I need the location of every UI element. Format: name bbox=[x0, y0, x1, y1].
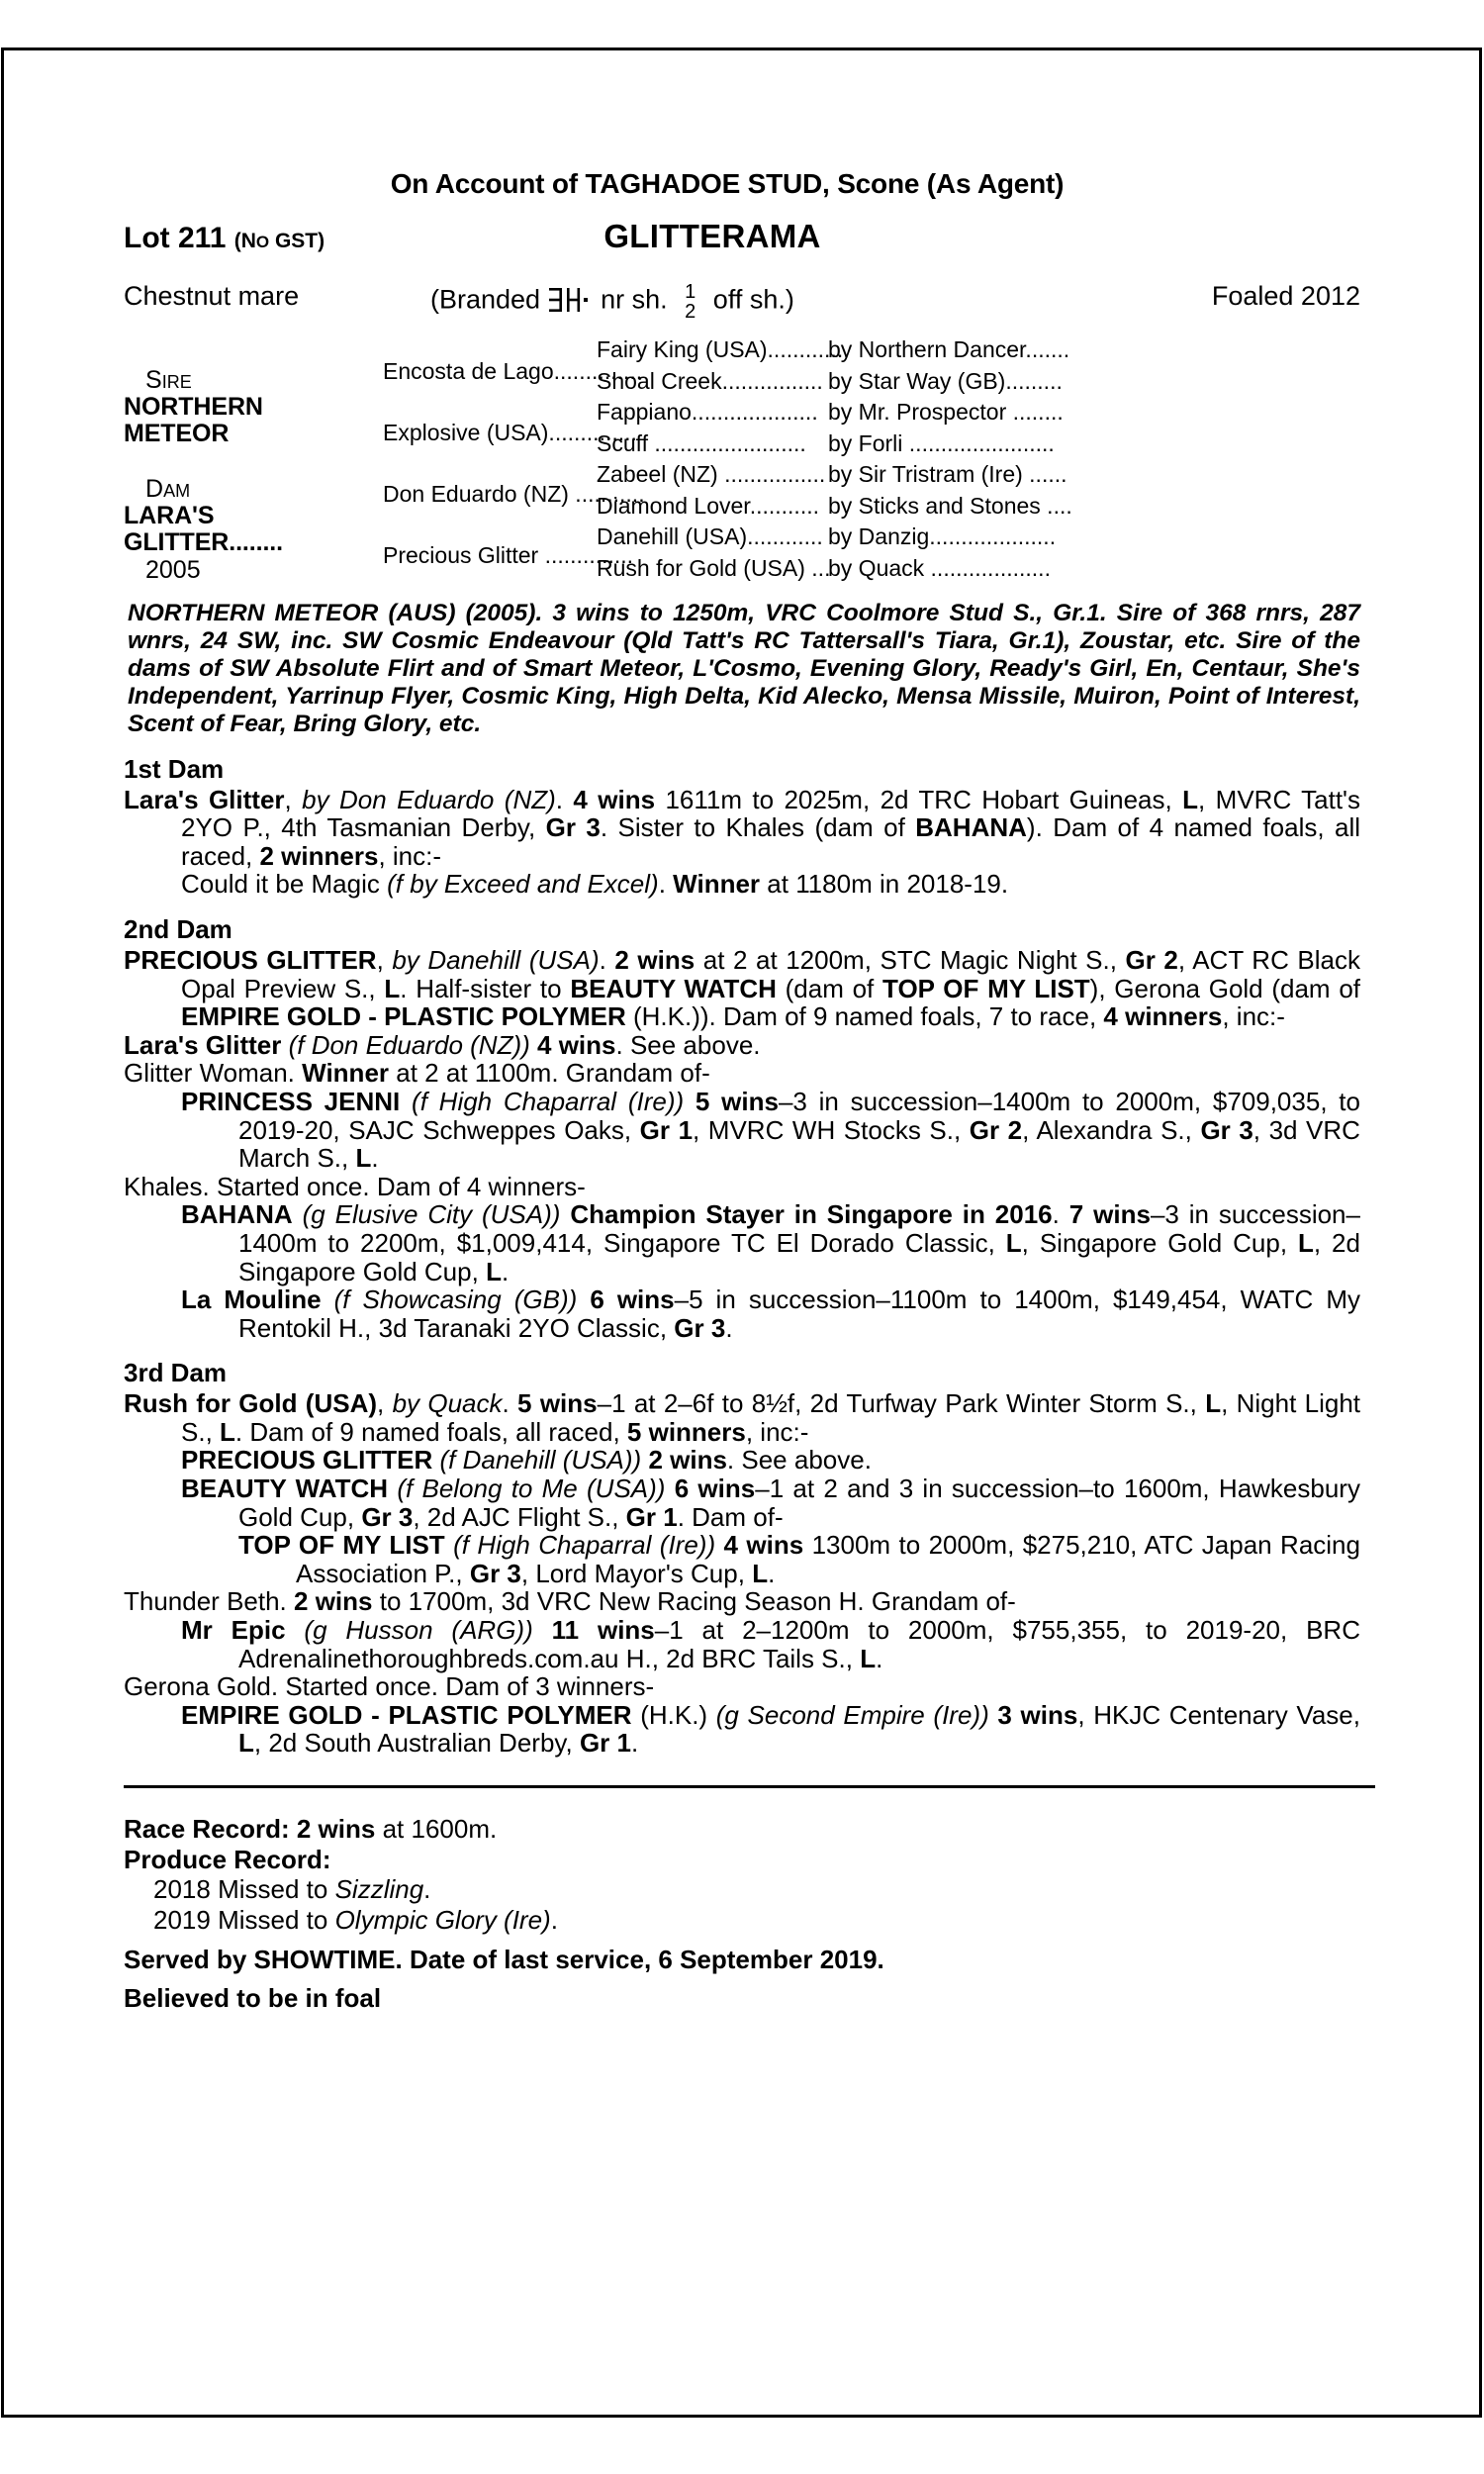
third-dam-entry: Rush for Gold (USA), by Quack. 5 wins–1 at 2–6f to 8½f, 2d Turfway Park Winter Storm S., L, Night Light S., L. Dam of 9 named foals, all raced, 5 winners, inc:- bbox=[124, 1388, 1361, 1447]
top-of-my-list-sire: (f High Chaparral (Ire)) bbox=[453, 1530, 716, 1561]
first-dam-entry: Lara's Glitter, by Don Eduardo (NZ). 4 wins 1611m to 2025m, 2d TRC Hobart Guineas, L, MVRC Tatt's 2YO P., 4th Tasmanian Derby, Gr 3. Sister to Khales (dam of BAHANA). Dam of 4 named foals, all raced, 2 winners, inc:- bbox=[124, 784, 1361, 871]
bahana-t3: , 2d Singapore Gold Cup, bbox=[238, 1227, 1360, 1286]
first-dam-text-e0: . Sister to Khales (dam of bbox=[600, 812, 905, 843]
second-dam-empire-gold: EMPIRE GOLD - PLASTIC POLYMER bbox=[181, 1001, 626, 1032]
thunder-beth-entry bbox=[124, 1587, 1360, 1616]
lot-row bbox=[124, 218, 1360, 265]
thunder-beth-name: Thunder Beth. bbox=[124, 1586, 287, 1617]
bahana-t1: –3 in succession–1400m to 2200m, $1,009,414, Singapore TC El Dorado Classic, bbox=[238, 1199, 1360, 1258]
produce-year: 2019 bbox=[153, 1905, 211, 1936]
thunder-beth-t1: to 1700m, 3d VRC New Racing Season H. Grandam of- bbox=[379, 1586, 1016, 1617]
first-dam-bahana: BAHANA bbox=[915, 812, 1027, 843]
brand-description bbox=[430, 281, 794, 322]
bahana-wins: 7 wins bbox=[1068, 1199, 1151, 1230]
first-dam-heading: 1st Dam bbox=[124, 753, 225, 784]
bahana-sire: (g Elusive City (USA)) bbox=[302, 1199, 561, 1230]
mr-epic-t1: –1 at 2–1200m to 2000m, $755,355, to 2019-20, BRC Adrenalinethoroughbreds.com.au H., 2d BRC Tails S., bbox=[238, 1615, 1360, 1673]
second-dam-4-winners: 4 winners bbox=[1103, 1001, 1223, 1032]
first-dam-text-e: ). Dam of 4 named foals, all raced, bbox=[181, 812, 1361, 871]
gst-note: (NO GST) bbox=[233, 230, 325, 252]
pedigree-table bbox=[124, 338, 1360, 586]
first-dam-winners: 2 winners bbox=[259, 840, 379, 871]
ggp-1: Fairy King (USA)............. bbox=[597, 336, 850, 362]
second-dam-wins: 2 wins bbox=[614, 944, 696, 975]
beauty-watch-name: BEAUTY WATCH bbox=[181, 1474, 389, 1504]
beauty-watch-t1: –1 at 2 and 3 in succession–to 1600m, Hawkesbury Gold Cup, bbox=[238, 1474, 1360, 1532]
sire-sire: Encosta de Lago.............. bbox=[383, 358, 643, 384]
third-dam-5-winners: 5 winners bbox=[626, 1416, 746, 1447]
empire-gold-gr1: Gr 1 bbox=[579, 1728, 631, 1759]
beauty-watch-wins: 6 wins bbox=[674, 1474, 756, 1504]
bahana-t0: . bbox=[1052, 1199, 1060, 1230]
branded-prefix: (Branded bbox=[430, 284, 541, 315]
princess-jenni-t3: , Alexandra S., bbox=[1022, 1114, 1192, 1145]
bahana-name: BAHANA bbox=[181, 1199, 293, 1230]
produce-tail: . bbox=[423, 1874, 431, 1905]
second-dam-child-laras-glitter bbox=[124, 1031, 1360, 1060]
bahana-t2: , Singapore Gold Cup, bbox=[1021, 1227, 1288, 1258]
first-dam-grade-1: L bbox=[1182, 784, 1199, 814]
foal-sire: (f by Exceed and Excel) bbox=[387, 869, 659, 900]
beauty-watch-t2: , 2d AJC Flight S., bbox=[413, 1501, 619, 1532]
colour-and-sex: Chestnut mare bbox=[124, 281, 300, 311]
first-dam-text-f: , inc:- bbox=[378, 840, 442, 871]
mr-epic-name: Mr Epic bbox=[181, 1615, 286, 1646]
second-dam-beauty-watch: BEAUTY WATCH bbox=[570, 973, 777, 1003]
glitter-woman-name: Glitter Woman. bbox=[124, 1058, 295, 1089]
second-dam-name: PRECIOUS GLITTER bbox=[124, 944, 377, 975]
beauty-watch-gr3: Gr 3 bbox=[361, 1501, 414, 1532]
second-dam-t6: (H.K.)). Dam of 9 named foals, 7 to race, bbox=[632, 1001, 1097, 1032]
third-dam-t2: , Night Light S., bbox=[181, 1388, 1361, 1447]
top-of-my-list-t1: 1300m to 2000m, $275,210, ATC Japan Racing Association P., bbox=[296, 1530, 1360, 1588]
princess-jenni-gr1: Gr 1 bbox=[639, 1114, 694, 1145]
mr-epic-sire: (g Husson (ARG)) bbox=[304, 1615, 533, 1646]
third-dam-heading: 3rd Dam bbox=[124, 1358, 228, 1388]
third-dam-t1: –1 at 2–6f to 8½f, 2d Turfway Park Winter Storm S., bbox=[597, 1388, 1197, 1419]
child-name: Lara's Glitter bbox=[124, 1029, 282, 1060]
gerona-gold-entry: Gerona Gold. Started once. Dam of 3 winners- bbox=[124, 1671, 655, 1702]
branded-off-shoulder: off sh.) bbox=[712, 284, 794, 315]
foal-text: at 1180m in 2018-19. bbox=[767, 869, 1009, 900]
produce-record-row bbox=[124, 1905, 1360, 1936]
beauty-watch-gr1: Gr 1 bbox=[625, 1501, 678, 1532]
produce-stallion: Olympic Glory (Ire) bbox=[334, 1905, 551, 1936]
top-of-my-list-wins: 4 wins bbox=[723, 1530, 804, 1561]
ggp-5: Zabeel (NZ) ................ bbox=[597, 461, 826, 487]
ggp-2: Shoal Creek................ bbox=[597, 368, 823, 394]
first-dam-text-c: , MVRC Tatt's 2YO P., 4th Tasmanian Derby, bbox=[181, 784, 1361, 843]
second-dam-t5: ), Gerona Gold (dam of bbox=[1089, 973, 1360, 1003]
second-dam-t4: (dam of bbox=[785, 973, 875, 1003]
produce-text: Missed to bbox=[218, 1874, 328, 1905]
khales-entry: Khales. Started once. Dam of 4 winners- bbox=[124, 1171, 586, 1201]
mr-epic-entry bbox=[124, 1616, 1360, 1672]
princess-jenni-entry bbox=[124, 1088, 1360, 1173]
ggp-7-sire: by Danzig.................... bbox=[828, 523, 1057, 549]
brand-fraction bbox=[685, 282, 696, 323]
ggp-1-sire: by Northern Dancer....... bbox=[828, 336, 1070, 362]
la-mouline-t1: –5 in succession–1100m to 1400m, $149,454, WATC My Rentokil H., 3d Taranaki 2YO Classic, bbox=[238, 1285, 1360, 1343]
produce-stallion: Sizzling bbox=[334, 1874, 424, 1905]
second-dam-child-glitter-woman bbox=[124, 1059, 1360, 1088]
child-wins: 4 wins bbox=[537, 1029, 616, 1060]
sire-role-label: SIRE bbox=[145, 366, 192, 394]
beauty-watch-sire: (f Belong to Me (USA)) bbox=[397, 1474, 666, 1504]
ggp-4: Scuff ........................ bbox=[597, 430, 806, 456]
top-of-my-list-t2: , Lord Mayor's Cup, bbox=[520, 1558, 745, 1588]
precious-glitter-ref-entry bbox=[124, 1446, 1360, 1475]
ggp-2-sire: by Star Way (GB)......... bbox=[828, 368, 1063, 394]
foal-winner: Winner bbox=[673, 869, 761, 900]
ggp-8: Rush for Gold (USA) ... bbox=[597, 555, 831, 581]
page-title: GLITTERAMA bbox=[603, 218, 821, 254]
first-dam-wins: 4 wins bbox=[573, 784, 656, 814]
princess-jenni-sire: (f High Chaparral (Ire)) bbox=[412, 1086, 685, 1116]
beauty-watch-entry bbox=[124, 1475, 1360, 1531]
second-dam-entry: PRECIOUS GLITTER, by Danehill (USA). 2 wins at 2 at 1200m, STC Magic Night S., Gr 2, ACT RC Black Opal Preview S., L. Half-sister to BEAUTY WATCH (dam of TOP OF MY LIST), Gerona Gold (dam of EMPIRE GOLD - PLASTIC POLYMER (H.K.)). Dam of 9 named foals, 7 to race, 4 winners, inc:- bbox=[124, 944, 1360, 1032]
top-of-my-list-listed: L bbox=[752, 1558, 769, 1588]
empire-gold-sire: (g Second Empire (Ire)) bbox=[715, 1699, 989, 1730]
child-sire: (f Don Eduardo (NZ)) bbox=[288, 1029, 530, 1060]
spacer bbox=[124, 1936, 1360, 1945]
empire-gold-name: EMPIRE GOLD - PLASTIC POLYMER bbox=[181, 1699, 632, 1730]
precious-glitter-ref-text: . See above. bbox=[726, 1445, 872, 1475]
first-dam-grade-2: Gr 3 bbox=[545, 812, 601, 843]
second-dam-t7: , inc:- bbox=[1222, 1001, 1285, 1032]
pedigree-sire-block bbox=[124, 368, 371, 448]
third-dam-t4: , inc:- bbox=[745, 1416, 809, 1447]
top-of-my-list-t3: . bbox=[768, 1558, 776, 1588]
produce-text: Missed to bbox=[218, 1905, 328, 1936]
top-of-my-list-name: TOP OF MY LIST bbox=[238, 1530, 445, 1561]
spacer bbox=[124, 1974, 1360, 1983]
mr-epic-wins: 11 wins bbox=[551, 1615, 655, 1646]
consignor-line: On Account of TAGHADOE STUD, Scone (As Agent) bbox=[390, 168, 1065, 199]
top-of-my-list-gr3: Gr 3 bbox=[469, 1558, 521, 1588]
bahana-title: Champion Stayer in Singapore in 2016 bbox=[570, 1199, 1053, 1230]
foal-name: Could it be Magic bbox=[181, 869, 380, 900]
first-dam-name: Lara's Glitter bbox=[124, 784, 285, 814]
child-text: . See above. bbox=[615, 1029, 761, 1060]
empire-gold-listed: L bbox=[238, 1728, 254, 1759]
empire-gold-t1: , HKJC Centenary Vase, bbox=[1077, 1699, 1360, 1730]
second-dam-t2: , ACT RC Black Opal Preview S., bbox=[181, 944, 1360, 1003]
la-mouline-gr3: Gr 3 bbox=[674, 1312, 726, 1343]
top-of-my-list-entry bbox=[124, 1531, 1360, 1587]
precious-glitter-ref-name: PRECIOUS GLITTER bbox=[181, 1445, 433, 1475]
la-mouline-name: La Mouline bbox=[181, 1285, 322, 1315]
race-record-wins: 2 wins bbox=[296, 1814, 376, 1845]
thunder-beth-wins: 2 wins bbox=[294, 1586, 373, 1617]
second-dam-top-of-my-list: TOP OF MY LIST bbox=[882, 973, 1090, 1003]
bahana-l1: L bbox=[1005, 1227, 1022, 1258]
produce-year: 2018 bbox=[153, 1874, 211, 1905]
princess-jenni-listed: L bbox=[355, 1143, 372, 1174]
princess-jenni-t2: , MVRC WH Stocks S., bbox=[693, 1114, 962, 1145]
second-dam-sire: by Danehill (USA) bbox=[392, 944, 600, 975]
mr-epic-t2: . bbox=[876, 1643, 883, 1673]
bahana-t4: . bbox=[501, 1256, 510, 1286]
catalogue-page-content bbox=[124, 168, 1360, 2014]
first-dam-sire: by Don Eduardo (NZ) bbox=[302, 784, 556, 814]
ggp-3: Fappiano.................... bbox=[597, 399, 818, 425]
brand-denominator: 2 bbox=[685, 301, 696, 324]
sire-name: NORTHERN METEOR bbox=[124, 392, 263, 447]
precious-glitter-ref-sire: (f Danehill (USA)) bbox=[439, 1445, 642, 1475]
princess-jenni-t4: , 3d VRC March S., bbox=[238, 1114, 1360, 1174]
mr-epic-listed: L bbox=[860, 1643, 877, 1673]
branded-near-shoulder: nr sh. bbox=[601, 284, 668, 315]
ggp-5-sire: by Sir Tristram (Ire) ...... bbox=[828, 461, 1067, 487]
race-record-text: at 1600m. bbox=[382, 1814, 498, 1845]
produce-record-label: Produce Record: bbox=[124, 1844, 331, 1874]
la-mouline-entry bbox=[124, 1285, 1360, 1342]
second-dam-t1: at 2 at 1200m, STC Magic Night S., bbox=[702, 944, 1117, 975]
first-dam-foal-entry: Could it be Magic (f by Exceed and Excel). Winner at 1180m in 2018-19. bbox=[181, 869, 1009, 900]
lot-number: Lot 211 bbox=[124, 222, 227, 254]
ggp-8-sire: by Quack ................... bbox=[828, 555, 1051, 581]
second-dam-gr2: Gr 2 bbox=[1125, 944, 1178, 975]
bahana-entry bbox=[124, 1200, 1360, 1285]
empire-gold-hk: (H.K.) bbox=[640, 1699, 708, 1730]
ggp-4-sire: by Forli ....................... bbox=[828, 430, 1055, 456]
empire-gold-t2: , 2d South Australian Derby, bbox=[253, 1728, 573, 1759]
precious-glitter-ref-wins: 2 wins bbox=[648, 1445, 727, 1475]
ggp-6: Diamond Lover........... bbox=[597, 493, 819, 519]
princess-jenni-wins: 5 wins bbox=[695, 1086, 779, 1116]
dam-year: 2005 bbox=[145, 555, 201, 584]
third-dam-sire: by Quack bbox=[392, 1388, 503, 1419]
dam-dam: Precious Glitter .............. bbox=[383, 542, 634, 568]
beauty-watch-t3: . Dam of- bbox=[677, 1501, 784, 1532]
ggp-6-sire: by Sticks and Stones .... bbox=[828, 493, 1072, 519]
la-mouline-t2: . bbox=[725, 1312, 733, 1343]
bahana-l3: L bbox=[486, 1256, 502, 1286]
third-dam-l2: L bbox=[220, 1416, 235, 1447]
in-foal-status: Believed to be in foal bbox=[124, 1983, 382, 2014]
sire-dam: Explosive (USA).............. bbox=[383, 420, 637, 445]
second-dam-heading: 2nd Dam bbox=[124, 913, 232, 944]
race-record-label: Race Record: bbox=[124, 1814, 290, 1845]
bahana-l2: L bbox=[1298, 1227, 1314, 1258]
dam-name: LARA'S GLITTER........ bbox=[124, 501, 284, 556]
glitter-woman-winner: Winner bbox=[302, 1058, 390, 1089]
la-mouline-wins: 6 wins bbox=[590, 1285, 675, 1315]
description-row bbox=[124, 271, 1360, 323]
produce-record-row bbox=[124, 1874, 1360, 1905]
princess-jenni-name: PRINCESS JENNI bbox=[181, 1086, 401, 1116]
ggp-7: Danehill (USA)............ bbox=[597, 523, 823, 549]
footer-divider bbox=[124, 1785, 1375, 1788]
princess-jenni-gr3: Gr 3 bbox=[1200, 1114, 1253, 1145]
empire-gold-t3: . bbox=[630, 1728, 639, 1759]
sire-summary-paragraph: NORTHERN METEOR (AUS) (2005). 3 wins to 1250m, VRC Coolmore Stud S., Gr.1. Sire of 368 rnrs, 287 wnrs, 24 SW, inc. SW Cosmic Endeavour (Qld Tatt's RC Tattersall's Tiara, Gr.1), Zoustar, etc. Sire of the dams of SW Absolute Flirt and of Smart Meteor, L'Cosmo, Evening Glory, Ready's Girl, En, Centaur, She's Independent, Yarrinup Flyer, Cosmic King, High Delta, Kid Alecko, Mensa Missile, Muiron, Point of Interest, Scent of Fear, Bring Glory, etc. bbox=[128, 600, 1360, 737]
glitter-woman-text: at 2 at 1100m. Grandam of- bbox=[396, 1058, 710, 1089]
pedigree-dam-block bbox=[124, 477, 371, 584]
la-mouline-sire: (f Showcasing (GB)) bbox=[333, 1285, 578, 1315]
ggp-3-sire: by Mr. Prospector ........ bbox=[828, 399, 1064, 425]
brand-numerator: 1 bbox=[685, 281, 696, 303]
served-by-line: Served by SHOWTIME. Date of last service, 6 September 2019. bbox=[124, 1944, 884, 1974]
second-dam-t3: . Half-sister to bbox=[400, 973, 562, 1003]
empire-gold-entry bbox=[124, 1701, 1360, 1758]
third-dam-l1: L bbox=[1205, 1388, 1222, 1419]
dam-role-label: DAM bbox=[145, 475, 191, 503]
third-dam-t3: . Dam of 9 named foals, all raced, bbox=[234, 1416, 620, 1447]
foaled-year: Foaled 2012 bbox=[1211, 281, 1360, 311]
empire-gold-wins: 3 wins bbox=[997, 1699, 1078, 1730]
princess-jenni-t1: –3 in succession–1400m to 2000m, $709,035, to 2019-20, SAJC Schweppes Oaks, bbox=[238, 1086, 1360, 1145]
third-dam-name: Rush for Gold (USA) bbox=[124, 1388, 378, 1419]
first-dam-text-b: 1611m to 2025m, 2d TRC Hobart Guineas, bbox=[665, 784, 1172, 814]
race-record-line bbox=[124, 1814, 1360, 1845]
princess-jenni-gr2: Gr 2 bbox=[969, 1114, 1023, 1145]
produce-tail: . bbox=[550, 1905, 558, 1936]
princess-jenni-t5: . bbox=[371, 1143, 379, 1174]
second-dam-listed: L bbox=[384, 973, 401, 1003]
brand-symbol-icon bbox=[548, 287, 594, 313]
dam-sire: Don Eduardo (NZ) ........... bbox=[383, 481, 645, 507]
third-dam-wins: 5 wins bbox=[517, 1388, 598, 1419]
